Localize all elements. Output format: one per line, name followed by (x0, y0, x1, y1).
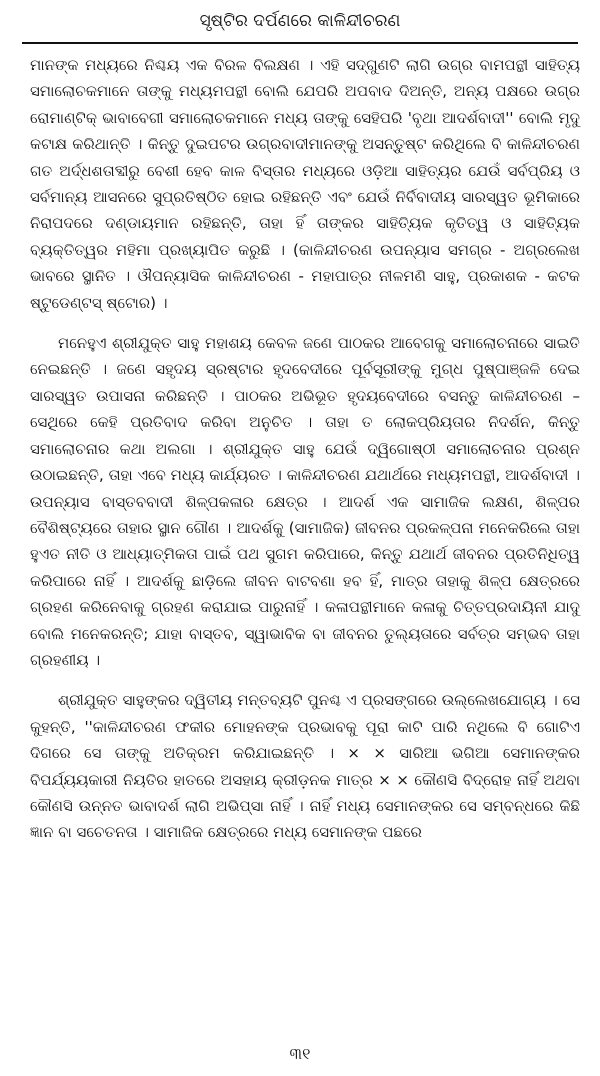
body-text (30, 52, 580, 846)
paragraph-gap (30, 316, 580, 330)
paragraph-gap (30, 673, 580, 687)
paragraph: ଶ୍ରୀଯୁକ୍ତ ସାହୁଙ୍କର ଦ୍ୱିତୀୟ ମନ୍ତବ୍ୟଟି ପୁନଶ୍ଚ ଏ ପ୍ରସଙ୍ଗରେ ଉଲ୍ଲେଖଯୋଗ୍ୟ । ସେ କୁହନ୍ତି, ''କାଳିନ୍ଦୀଚରଣ ଫକୀର ମୋହନଙ୍କ ପ୍ରଭାବକୁ ପୂରା କାଟି ପାରି ନଥିଲେ ବି ଗୋଟିଏ ଦିଗରେ ସେ ତାଙ୍କୁ ଅତିକ୍ରମ କରିଯାଇଛନ୍ତି । × × ସାରିଆ ଭଗିଆ ସେମାନଙ୍କର ବିପର୍ଯ୍ୟୟକାରୀ ନିୟତିର ହାତରେ ଅସହାୟ କ୍ରୀଡ଼ନକ ମାତ୍ର × × କୌଣସି ବିଦ୍ରୋହ ନାହିଁ ଅଥବା କୌଣସି ଉନ୍ନତ ଭାବାଦର୍ଶ ଲାଗି ଅଭିପ୍ସା ନାହିଁ । ନାହିଁ ମଧ୍ୟ ସେମାନଙ୍କର ସେ ସମ୍ବନ୍ଧରେ କିଛି ଜ୍ଞାନ ବା ସଚେତନତା । ସାମାଜିକ କ୍ଷେତ୍ରରେ ମଧ୍ୟ ସେମାନଙ୍କ ପଛରେ (30, 691, 580, 842)
running-head: ସୃଷ୍ଟିର ଦର୍ପଣରେ କାଳିନ୍ଦୀଚରଣ (199, 11, 401, 31)
paragraph: ମନେହୁଏ ଶ୍ରୀଯୁକ୍ତ ସାହୁ ମହାଶୟ କେବଳ ଜଣେ ପାଠକର ଆବେଗକୁ ସମାଲୋଚନାରେ ସାଇତି ନେଇଛନ୍ତି । ଜଣେ ସହୃଦୟ ସ୍ରଷ୍ଟାର ହୃଦବେଦୀରେ ପୂର୍ବସୂରୀଙ୍କୁ ମୁଗ୍ଧ ପୁଷ୍ପାଞ୍ଜଳି ଦେଇ ସାରସ୍ୱତ ଉପାସନା କରିଛନ୍ତି । ପାଠକର ଅଭିଭୂତ ହୃଦୟବେଦୀରେ ବସନ୍ତୁ କାଳିନ୍ଦୀଚରଣ – ସେଥିରେ କେହି ପ୍ରତିବାଦ କରିବା ଅନୁଚିତ । ତାହା ତ ଲୋକପ୍ରିୟତାର ନିଦର୍ଶନ, କିନ୍ତୁ ସମାଲୋଚନାର କଥା ଅଲଗା । ଶ୍ରୀଯୁକ୍ତ ସାହୁ ଯେଉଁ ଦ୍ୱିଗୋଷ୍ଠୀ ସମାଲୋଚନାର ପ୍ରଶ୍ନ ଉଠାଇଛନ୍ତି, ତାହା ଏବେ ମଧ୍ୟ କାର୍ଯ୍ୟରତ । କାଳିନ୍ଦୀଚରଣ ଯଥାର୍ଥରେ ମଧ୍ୟମପନ୍ଥୀ, ଆଦର୍ଶବାଦୀ । ଉପନ୍ୟାସ ବାସ୍ତବବାଦୀ ଶିଳ୍ପକଳାର କ୍ଷେତ୍ର । ଆଦର୍ଶ ଏକ ସାମାଜିକ ଲକ୍ଷଣ, ଶିଳ୍ପର ବୈଶିଷ୍ଟ୍ୟରେ ତାହାର ସ୍ଥାନ ଗୌଣ । ଆଦର୍ଶକୁ (ସାମାଜିକ) ଜୀବନର ପ୍ରକଳ୍ପନା ମନେକରିଲେ ତାହା ହୁଏତ ନୀତି ଓ ଆଧ୍ୟାତ୍ମିକତା ପାଇଁ ପଥ ସୁଗମ କରିପାରେ, କିନ୍ତୁ ଯଥାର୍ଥ ଜୀବନର ପ୍ରତିନିଧିତ୍ୱ କରିପାରେ ନାହିଁ । ଆଦର୍ଶକୁ ଛାଡ଼ିଲେ ଜୀବନ ବାଟବଣା ହବ ହିଁ, ମାତ୍ର ତାହାକୁ ଶିଳ୍ପ କ୍ଷେତ୍ରରେ ଗ୍ରହଣ କରିନେବାକୁ ଗ୍ରହଣ କରାଯାଇ ପାରୁନାହିଁ । କଳାପନ୍ଥୀମାନେ କଳାକୁ ଚିତ୍ତପ୍ରଦାୟିନୀ ଯାଦୁ ବୋଲି ମନେକରନ୍ତି; ଯାହା ବାସ୍ତବ, ସ୍ୱାଭାବିକ ବା ଜୀବନର ତୁଲ୍ୟତାରେ ସର୍ବତ୍ର ସମ୍ଭବ ତାହା ଗ୍ରହଣୀୟ । (30, 334, 580, 669)
header-rule (22, 42, 578, 44)
page-number: ୩୧ (289, 1044, 311, 1063)
paragraph-continued: ମାନଙ୍କ ମଧ୍ୟରେ ନିଶ୍ଚୟ ଏକ ବିରଳ ବିଲକ୍ଷଣ । ଏହି ସଦ୍‌ଗୁଣଟି ଲାଗି ଉଗ୍ର ବାମପନ୍ଥୀ ସାହିତ୍ୟ ସମାଲୋଚକମାନେ ତାଙ୍କୁ ମଧ୍ୟମପନ୍ଥୀ ବୋଲି ଯେପରି ଅପବାଦ ଦିଅନ୍ତି, ଅନ୍ୟ ପକ୍ଷରେ ଉଗ୍ର ରୋମାଣ୍ଟିକ୍ ଭାବାବେଗୀ ସମାଲୋଚକମାନେ ମଧ୍ୟ ତାଙ୍କୁ ସେହିପରି 'ବୃଥା ଆଦର୍ଶବାଦୀ'' ବୋଲି ମୃଦୁ କଟାକ୍ଷ କରିଥାନ୍ତି । କିନ୍ତୁ ଦୁଇପଟର ଉଗ୍ରବାଦୀମାନଙ୍କୁ ଅସନ୍ତୁଷ୍ଟ କରିଥିଲେ ବି କାଳିନ୍ଦୀଚରଣ ଗତ ଅର୍ଦ୍ଧଶତାବ୍ଦୀରୁ ବେଶୀ ହେବ କାଳ ବିସ୍ତାର ମଧ୍ୟରେ ଓଡ଼ିଆ ସାହିତ୍ୟର ଯେଉଁ ସର୍ବପ୍ରିୟ ଓ ସର୍ବମାନ୍ୟ ଆସନରେ ସୁପ୍ରତିଷ୍ଠିତ ହୋଇ ରହିଛନ୍ତି ଏବଂ ଯେଉଁ ନିର୍ବିବାଦୀୟ ସାରସ୍ୱତ ଭୂମିକାରେ ନିରାପଦରେ ଦଣ୍ଡାୟମାନ ରହିଛନ୍ତି, ତାହା ହିଁ ତାଙ୍କର ସାହିତ୍ୟିକ କୃତିତ୍ୱ ଓ ସାହିତ୍ୟିକ ବ୍ୟକ୍ତିତ୍ୱର ମହିମା ପ୍ରଖ୍ୟାପିତ କରୁଛି । (କାଳିନ୍ଦୀଚରଣ ଉପନ୍ୟାସ ସମଗ୍ର - ଅଗ୍ରଲେଖ ଭାବରେ ସ୍ଥାନିତ । ଔପନ୍ୟାସିକ କାଳିନ୍ଦୀଚରଣ - ମହାପାତ୍ର ନୀଳମଣି ସାହୁ, ପ୍ରକାଶକ - କଟକ ଷ୍ଟୁଡେଣ୍ଟସ୍ ଷ୍ଟୋର) । (30, 56, 580, 312)
